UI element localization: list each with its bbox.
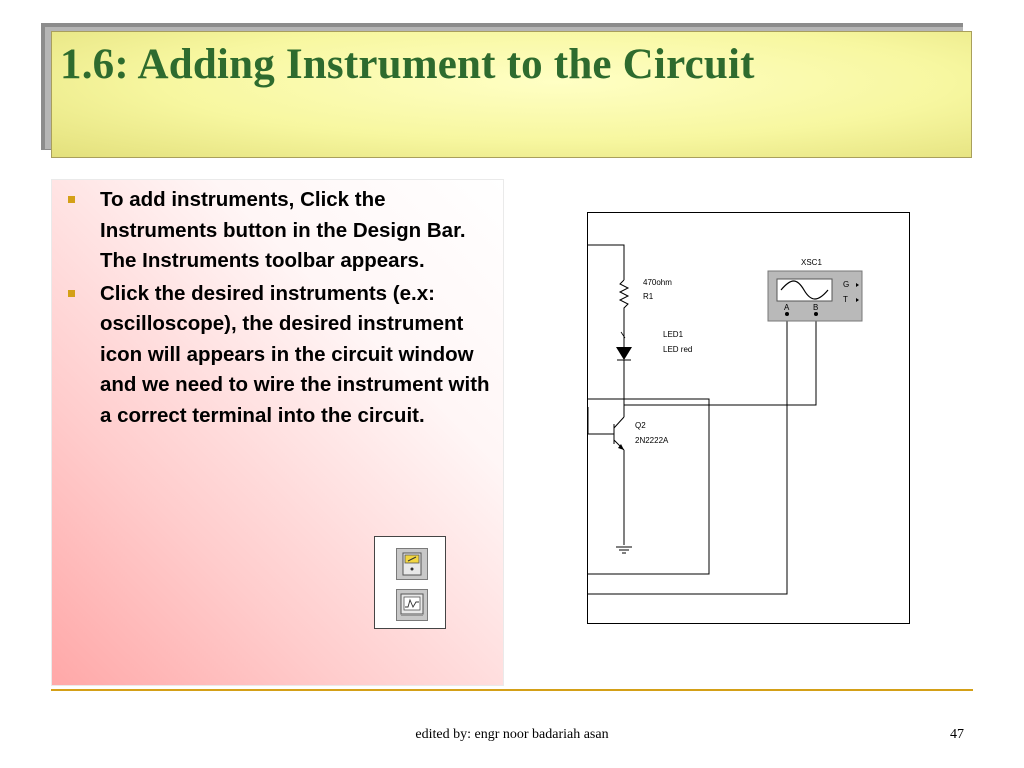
pin-g-label: G [843, 280, 850, 289]
multimeter-icon[interactable] [396, 548, 428, 580]
led-ref-label: LED1 [663, 330, 684, 339]
bullet-item [62, 185, 492, 277]
bullet-text: To add instruments, Click the Instruments button in the Design Bar. The Instruments toolbar appears. [100, 188, 466, 272]
page-number: 47 [950, 727, 964, 742]
pin-t-label: T [843, 295, 848, 304]
bullet-list [62, 185, 492, 433]
pin-b-label: B [813, 303, 819, 312]
bullet-text: Click the desired instruments (e.x: oscilloscope), the desired instrument icon will appears in the circuit window and we need to wire the instrument with a correct terminal into the circuit. [100, 281, 490, 427]
bullet-square-icon [68, 196, 75, 203]
bullet-item [62, 279, 492, 432]
transistor-type-label: 2N2222A [635, 436, 669, 445]
led-type-label: LED red [663, 345, 693, 354]
pin-a-label: A [784, 303, 790, 312]
footer-rule [51, 689, 973, 691]
slide-title: 1.6: Adding Instrument to the Circuit [60, 41, 755, 88]
transistor-ref-label: Q2 [635, 421, 646, 430]
resistor-value-label: 470ohm [643, 278, 672, 287]
oscilloscope-icon[interactable] [396, 589, 428, 621]
instrument-ref-label: XSC1 [801, 258, 822, 267]
bullet-square-icon [68, 290, 75, 297]
footer-text: edited by: engr noor badariah asan [415, 727, 609, 742]
circuit-diagram [587, 212, 910, 624]
resistor-ref-label: R1 [643, 292, 654, 301]
instruments-toolbar [374, 536, 446, 629]
